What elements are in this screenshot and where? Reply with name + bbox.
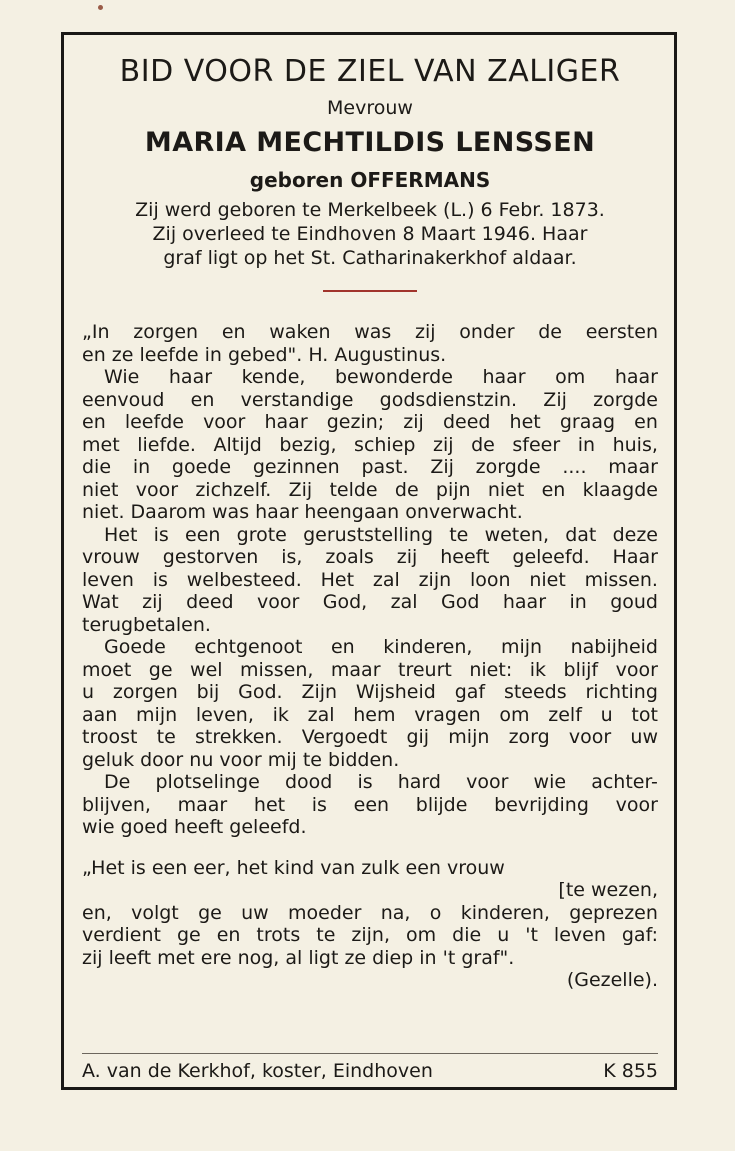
deceased-name: MARIA MECHTILDIS LENSSEN bbox=[144, 127, 596, 158]
printer-credit: A. van de Kerkhof, koster, Eindhoven bbox=[82, 1060, 433, 1082]
life-facts bbox=[82, 198, 658, 270]
text-line: blijven, maar het is een blijde bevrijding voor bbox=[82, 793, 658, 816]
card-heading: BID VOOR DE ZIEL VAN ZALIGER bbox=[119, 54, 621, 89]
text-line: die in goede gezinnen past. Zij zorgde .... maar bbox=[82, 456, 658, 478]
text-line: geluk door nu voor mij te bidden. bbox=[82, 748, 400, 771]
text-line: u zorgen bij God. Zijn Wijsheid gaf steeds richting bbox=[82, 681, 658, 703]
text-line: leven is welbesteed. Het zal zijn loon niet missen. bbox=[82, 568, 658, 591]
text-line: eenvoud en verstandige godsdienstzin. Zij zorgde bbox=[82, 388, 658, 411]
text-line: Wie haar kende, bewonderde haar om haar bbox=[104, 366, 658, 388]
ink-spot bbox=[98, 5, 103, 10]
text-line: Het is een grote geruststelling te weten, dat deze bbox=[104, 523, 658, 546]
footer-divider bbox=[82, 1053, 658, 1054]
poem-line: zij leeft met ere nog, al ligt ze diep in 't graf". bbox=[82, 946, 515, 969]
title-mevrouw: Mevrouw bbox=[327, 97, 413, 119]
text-line: Wat zij deed voor God, zal God haar in goud bbox=[82, 591, 658, 613]
poem-line: en, volgt ge uw moeder na, o kinderen, geprezen bbox=[82, 901, 658, 924]
text-line: aan mijn leven, ik zal hem vragen om zelf u tot bbox=[82, 703, 658, 726]
poem-line: „Het is een eer, het kind van zulk een vrouw bbox=[82, 856, 505, 879]
text-line: „In zorgen en waken was zij onder de eersten bbox=[82, 321, 658, 343]
text-line: wie goed heeft geleefd. bbox=[82, 816, 307, 838]
text-line: niet voor zichzelf. Zij telde de pijn niet en klaagde bbox=[82, 478, 658, 501]
card-code: K 855 bbox=[603, 1060, 658, 1082]
text-line: en leefde voor haar gezin; zij deed het graag en bbox=[82, 411, 658, 433]
poem-line: [te wezen, bbox=[558, 879, 658, 901]
text-line: Goede echtgenoot en kinderen, mijn nabijheid bbox=[104, 636, 658, 658]
birth-line: Zij werd geboren te Merkelbeek (L.) 6 Febr. 1873. bbox=[135, 199, 605, 221]
card-footer bbox=[82, 1058, 658, 1084]
poem-attribution: (Gezelle). bbox=[566, 969, 658, 991]
text-line: en ze leefde in gebed". H. Augustinus. bbox=[82, 343, 447, 366]
grave-line: graf ligt op het St. Catharinakerkhof aldaar. bbox=[163, 247, 577, 269]
death-line: Zij overleed te Eindhoven 8 Maart 1946. Haar bbox=[152, 223, 588, 245]
memorial-text bbox=[82, 321, 658, 992]
text-line: troost te strekken. Vergoedt gij mijn zorg voor uw bbox=[82, 726, 658, 748]
text-line: moet ge wel missen, maar treurt niet: ik blijf voor bbox=[82, 658, 658, 681]
text-line: vrouw gestorven is, zoals zij heeft geleefd. Haar bbox=[82, 546, 658, 568]
text-line: De plotselinge dood is hard voor wie achter- bbox=[104, 771, 658, 793]
text-line: niet. Daarom was haar heengaan onverwacht. bbox=[82, 501, 523, 523]
decorative-divider bbox=[323, 290, 417, 292]
maiden-name: geboren OFFERMANS bbox=[249, 168, 491, 192]
text-line: met liefde. Altijd bezig, schiep zij de sfeer in huis, bbox=[82, 433, 658, 456]
text-line: terugbetalen. bbox=[82, 613, 211, 636]
poem-line: verdient ge en trots te zijn, om die u 't leven gaf: bbox=[82, 924, 658, 946]
